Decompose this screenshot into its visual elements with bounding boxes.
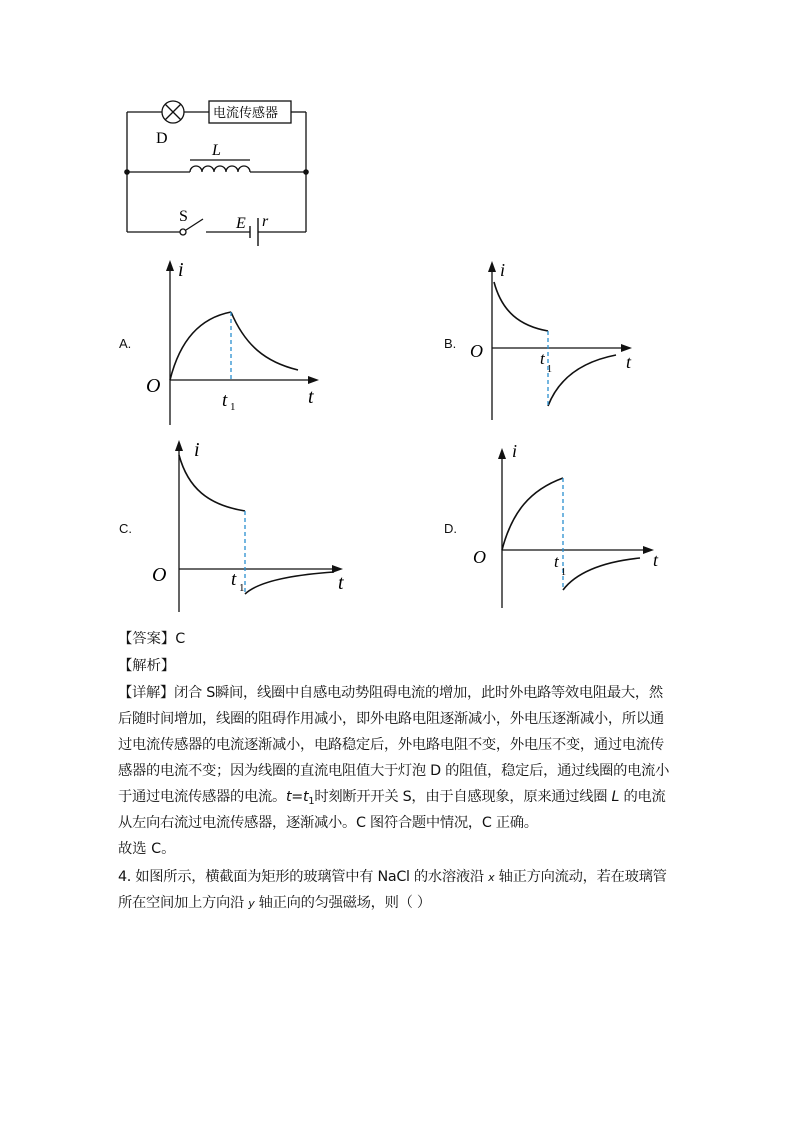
t-label: t	[653, 550, 659, 570]
t1-subscript: 1	[547, 364, 552, 375]
t1-label: t	[231, 569, 237, 590]
origin-label: O	[146, 375, 161, 397]
answer-tag: 【答案】	[118, 631, 176, 647]
option-d-label: D.	[444, 521, 457, 536]
answer-line	[118, 628, 185, 648]
curve-decay	[179, 455, 245, 511]
y-axis-arrow	[166, 260, 174, 271]
detail-line-3: 过电流传感器的电流逐渐减小，电路稳定后，外电路电阻不变，外电压不变，通过电流传	[118, 737, 664, 753]
equals: =	[291, 789, 303, 805]
inductor-coil	[190, 166, 250, 172]
t1-subscript: 1	[230, 401, 236, 413]
resistance-label: r	[262, 213, 269, 230]
detail-line-5	[118, 786, 665, 807]
var-t1-sub: 1	[308, 796, 315, 807]
detail-line-4: 感器的电流不变；因为线圈的直流电阻值大于灯泡 D 的阻值，稳定后，通过线圈的电流小	[118, 763, 670, 779]
y-axis-arrow	[488, 261, 496, 272]
t1-label: t	[540, 349, 545, 368]
curve-reverse	[563, 558, 640, 590]
t1-subscript: 1	[561, 567, 566, 578]
t-label: t	[626, 352, 632, 372]
question-4-line-1	[118, 866, 667, 886]
t-label: t	[308, 386, 314, 408]
switch-blade	[186, 219, 203, 230]
curve-rise	[502, 478, 563, 550]
var-y: y	[248, 897, 255, 910]
var-t1: t	[302, 789, 309, 805]
sensor-label: 电流传感器	[213, 105, 279, 120]
detail-text: 的电流	[619, 789, 666, 805]
switch-pivot	[180, 229, 186, 235]
detail-text: 闭合 S瞬间，线圈中自感电动势阻碍电流的增加，此时外电路等效电阻最大，然	[174, 685, 663, 701]
detail-text: 时刻断开开关 S，由于自感现象，原来通过线圈	[314, 789, 612, 805]
i-label: i	[194, 439, 200, 461]
detail-tag: 【详解】	[118, 685, 174, 701]
graph-d	[473, 441, 659, 608]
graph-b	[470, 260, 632, 420]
question-text: 所在空间加上方向沿	[118, 895, 249, 911]
curve-reverse	[245, 572, 334, 594]
var-L: L	[611, 789, 620, 805]
question-text: 轴正方向流动，若在玻璃管	[494, 869, 667, 885]
x-axis-arrow	[308, 376, 319, 384]
analysis-heading: 【解析】	[118, 658, 176, 674]
detail-line-6: 从左向右流过电流传感器，逐渐减小。C 图符合题中情况，C 正确。	[118, 815, 538, 831]
detail-line-1	[118, 682, 663, 702]
i-label: i	[500, 260, 506, 280]
conclusion-line: 故选 C。	[118, 841, 176, 857]
t1-subscript: 1	[239, 582, 245, 594]
t1-label: t	[554, 552, 559, 571]
graph-c	[152, 439, 344, 612]
option-a-label: A.	[119, 336, 132, 351]
var-x: x	[488, 871, 495, 884]
question-text: 轴正向的匀强磁场，则（ ）	[254, 895, 431, 911]
answer-value: C	[175, 631, 186, 647]
t-label: t	[338, 572, 344, 594]
curve-rise	[170, 312, 231, 380]
curve-reverse	[548, 355, 616, 406]
x-axis-arrow	[621, 344, 632, 352]
option-c-label: C.	[119, 521, 132, 536]
origin-label: O	[470, 341, 483, 361]
lamp-label: D	[156, 130, 168, 147]
i-label: i	[512, 441, 518, 461]
switch-label: S	[179, 208, 188, 225]
curve-decay	[231, 312, 298, 370]
junction-dot	[124, 169, 130, 175]
circuit-diagram	[127, 101, 306, 246]
question-4-line-2	[118, 892, 431, 912]
emf-label: E	[236, 215, 246, 232]
var-t: t	[285, 789, 292, 805]
inductor-label: L	[212, 142, 221, 159]
curve-decay	[494, 282, 548, 331]
question-text: 4. 如图所示，横截面为矩形的玻璃管中有 NaCl 的水溶液沿	[118, 869, 489, 885]
y-axis-arrow	[498, 448, 506, 459]
origin-label: O	[473, 547, 486, 567]
origin-label: O	[152, 564, 167, 586]
graph-a	[146, 259, 319, 425]
t1-label: t	[222, 390, 228, 411]
i-label: i	[178, 259, 184, 281]
detail-text: 于通过电流传感器的电流。	[118, 789, 286, 805]
detail-line-2: 后随时间增加，线圈的阻碍作用减小，即外电路电阻逐渐减小，外电压逐渐减小，所以通	[118, 711, 664, 727]
junction-dot	[303, 169, 309, 175]
option-b-label: B.	[444, 336, 457, 351]
y-axis-arrow	[175, 440, 183, 451]
